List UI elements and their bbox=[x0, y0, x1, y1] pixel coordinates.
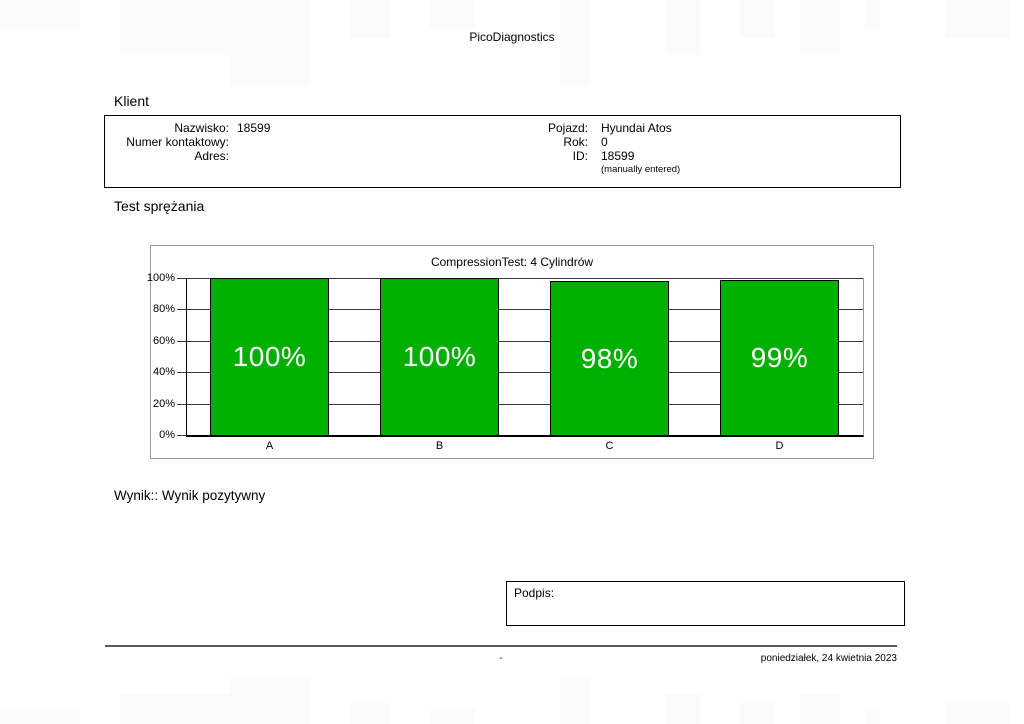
id-row bbox=[465, 149, 865, 163]
year-label: Rok: bbox=[563, 135, 588, 149]
scan-artifact bbox=[800, 694, 840, 724]
scan-artifact bbox=[740, 0, 775, 38]
bar-cylinder-B bbox=[380, 278, 499, 435]
id-label: ID: bbox=[572, 149, 588, 163]
bar-cylinder-D bbox=[720, 280, 839, 435]
y-axis-tick bbox=[177, 341, 186, 342]
client-name-value: 18599 bbox=[237, 121, 271, 135]
document-title: PicoDiagnostics bbox=[469, 30, 555, 44]
scan-artifact bbox=[665, 0, 700, 55]
scan-artifact bbox=[430, 709, 475, 724]
bar-value-label: 99% bbox=[750, 342, 809, 373]
client-address-label: Adres: bbox=[194, 149, 229, 163]
year-row bbox=[465, 135, 865, 149]
client-name-label: Nazwisko: bbox=[174, 121, 229, 135]
compression-plot bbox=[146, 272, 864, 452]
signature-label: Podpis: bbox=[514, 586, 555, 600]
y-axis-label: 0% bbox=[159, 429, 175, 441]
y-axis-tick bbox=[177, 278, 186, 279]
year-value: 0 bbox=[601, 135, 608, 149]
manual-entry-note: (manually entered) bbox=[601, 164, 681, 175]
scan-artifact bbox=[945, 703, 1010, 724]
scan-artifact bbox=[945, 0, 1010, 38]
vehicle-label: Pojazd: bbox=[547, 121, 588, 135]
scan-artifact bbox=[430, 0, 475, 28]
result-text: Wynik:: Wynik pozytywny bbox=[114, 488, 266, 503]
y-axis-label: 20% bbox=[152, 398, 175, 410]
y-axis-label: 100% bbox=[146, 272, 175, 284]
y-axis-tick bbox=[177, 404, 186, 405]
scan-artifact bbox=[865, 709, 880, 724]
x-axis-label: D bbox=[775, 440, 784, 452]
scan-artifact bbox=[230, 0, 310, 85]
scan-artifact bbox=[230, 677, 310, 724]
vehicle-row bbox=[465, 121, 865, 135]
client-section-heading: Klient bbox=[114, 93, 150, 109]
scan-artifact bbox=[0, 0, 80, 28]
compression-chart bbox=[146, 245, 874, 459]
scan-artifact bbox=[350, 0, 390, 38]
y-axis-label: 80% bbox=[152, 303, 175, 315]
bar-cylinder-A bbox=[210, 278, 329, 435]
scan-artifact bbox=[865, 0, 880, 28]
bar-value-label: 100% bbox=[232, 341, 307, 372]
scan-artifact bbox=[560, 0, 590, 85]
y-axis-tick bbox=[177, 372, 186, 373]
client-address-row bbox=[115, 149, 445, 163]
scan-artifact bbox=[560, 677, 590, 724]
client-name-row bbox=[115, 121, 445, 135]
x-axis-label: C bbox=[605, 440, 614, 452]
scan-artifact bbox=[350, 703, 390, 724]
y-axis-tick bbox=[177, 309, 186, 310]
manual-entry-row bbox=[465, 163, 865, 177]
y-axis-label: 40% bbox=[152, 366, 175, 378]
bar-cylinder-C bbox=[550, 281, 669, 435]
bar-value-label: 100% bbox=[402, 341, 477, 372]
client-info-box bbox=[104, 115, 901, 188]
compression-test-heading: Test sprężania bbox=[114, 198, 205, 214]
client-info-right-column bbox=[465, 121, 865, 177]
footer-date: poniedziałek, 24 kwietnia 2023 bbox=[760, 653, 897, 664]
y-axis-label: 60% bbox=[152, 335, 175, 347]
client-contact-label: Numer kontaktowy: bbox=[126, 135, 229, 149]
scan-artifact bbox=[665, 694, 700, 724]
bar-value-label: 98% bbox=[580, 342, 639, 374]
signature-box bbox=[506, 581, 905, 626]
client-contact-row bbox=[115, 135, 445, 149]
scan-artifact bbox=[800, 0, 840, 55]
footer-divider bbox=[105, 645, 897, 647]
id-value: 18599 bbox=[601, 149, 635, 163]
client-info-left-column bbox=[115, 121, 445, 163]
x-axis-label: B bbox=[435, 440, 444, 452]
chart-title: CompressionTest: 4 Cylindrów bbox=[430, 255, 594, 269]
footer-page-marker: - bbox=[499, 653, 503, 664]
scan-artifact bbox=[0, 709, 80, 724]
scan-artifact bbox=[740, 703, 775, 724]
vehicle-value: Hyundai Atos bbox=[601, 121, 672, 135]
y-axis-tick bbox=[177, 435, 186, 436]
x-axis-label: A bbox=[265, 440, 274, 452]
